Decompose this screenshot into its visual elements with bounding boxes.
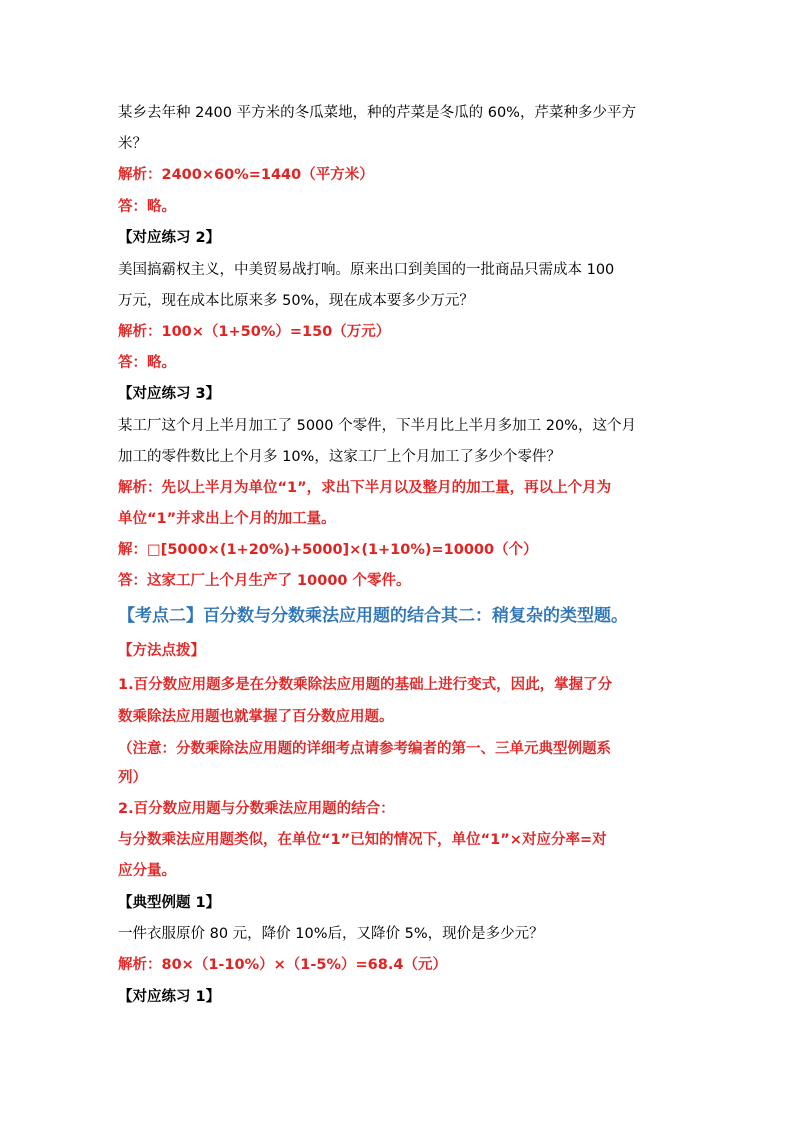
answer-text: 答：略。 [118, 199, 176, 215]
solution-text: 解析：2400×60%=1440（平方米） [118, 167, 374, 183]
answer-text: 答：略。 [118, 355, 176, 371]
topic-heading: 【考点二】百分数与分数乘法应用题的结合其二：稍复杂的类型题。 [118, 606, 628, 626]
problem-text: 美国搞霸权主义，中美贸易战打响。原来出口到美国的一批商品只需成本 100 [118, 262, 615, 278]
problem-text: 一件衣服原价 80 元，降价 10%后，又降价 5%，现价是多少元？ [118, 926, 544, 942]
solution-text: 解：□[5000×(1+20%)+5000]×(1+10%)=10000（个） [118, 542, 538, 558]
section-heading: 【对应练习 2】 [118, 230, 221, 246]
section-heading: 【典型例题 1】 [118, 895, 221, 911]
method-text: 2.百分数应用题与分数乘法应用题的结合： [118, 801, 395, 817]
solution-text: 解析：80×（1-10%）×（1-5%）=68.4（元） [118, 957, 447, 973]
solution-text: 解析：先以上半月为单位“1”，求出下半月以及整月的加工量，再以上个月为 [118, 480, 612, 496]
note-text: （注意：分数乘除法应用题的详细考点请参考编者的第一、三单元典型例题系 [118, 741, 611, 757]
method-text: 1.百分数应用题多是在分数乘除法应用题的基础上进行变式，因此，掌握了分 [118, 677, 613, 693]
section-heading: 【对应练习 1】 [118, 989, 221, 1005]
solution-text: 单位“1”并求出上个月的加工量。 [118, 511, 336, 527]
note-text: 列） [118, 770, 147, 786]
problem-text: 万元，现在成本比原来多 50%，现在成本要多少万元？ [118, 293, 474, 309]
section-heading: 【对应练习 3】 [118, 386, 221, 402]
problem-text: 某乡去年种 2400 平方米的冬瓜菜地，种的芹菜是冬瓜的 60%，芹菜种多少平方 [118, 105, 636, 121]
answer-text: 答：这家工厂上个月生产了 10000 个零件。 [118, 573, 411, 589]
solution-text: 解析：100×（1+50%）=150（万元） [118, 324, 391, 340]
method-text: 数乘除法应用题也就掌握了百分数应用题。 [118, 709, 394, 725]
method-heading: 【方法点拨】 [118, 643, 205, 659]
method-text: 与分数乘法应用题类似，在单位“1”已知的情况下，单位“1”×对应分率=对 [118, 832, 607, 848]
problem-text: 某工厂这个月上半月加工了 5000 个零件，下半月比上半月多加工 20%，这个月 [118, 418, 636, 434]
problem-text: 米？ [118, 136, 147, 152]
problem-text: 加工的零件数比上个月多 10%，这家工厂上个月加工了多少个零件？ [118, 449, 561, 465]
method-text: 应分量。 [118, 863, 176, 879]
